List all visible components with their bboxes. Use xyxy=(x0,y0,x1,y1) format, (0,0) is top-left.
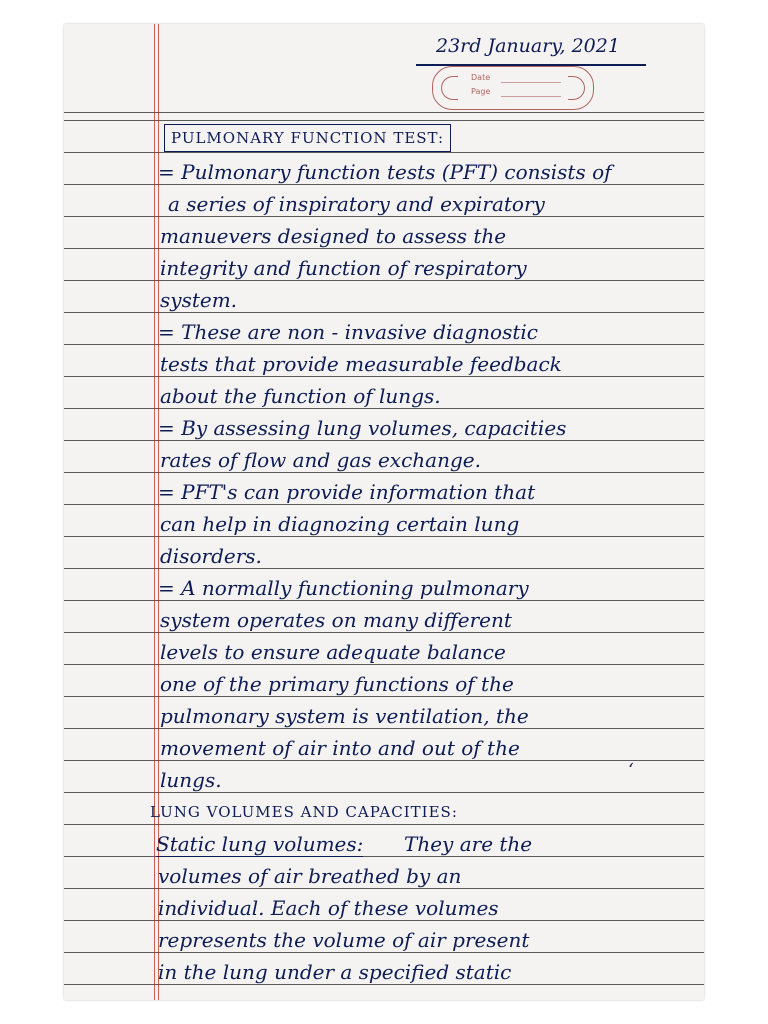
stamp-date-line xyxy=(501,82,561,83)
stamp-page-label: Page xyxy=(471,87,491,96)
ruled-line xyxy=(64,728,704,729)
note-line-21: They are the xyxy=(404,832,533,856)
note-line-15: system operates on many different xyxy=(160,608,512,632)
ruled-line xyxy=(64,472,704,473)
ruled-line xyxy=(64,632,704,633)
note-line-22: volumes of air breathed by an xyxy=(158,864,462,888)
note-line-20: lungs. xyxy=(160,768,222,792)
stamp-page-line xyxy=(501,96,561,97)
note-line-23: individual. Each of these volumes xyxy=(158,896,499,920)
date-page-stamp xyxy=(432,66,594,110)
ruled-line xyxy=(64,184,704,185)
ruled-line xyxy=(64,504,704,505)
ruled-line xyxy=(64,248,704,249)
note-line-2: a series of inspiratory and expiratory xyxy=(168,192,545,216)
ruled-line xyxy=(64,216,704,217)
note-line-8: about the function of lungs. xyxy=(160,384,441,408)
note-line-1: = Pulmonary function tests (PFT) consists of xyxy=(158,160,612,184)
ruled-line xyxy=(64,440,704,441)
ink-mark: ‘ xyxy=(628,760,634,781)
note-line-9: = By assessing lung volumes, capacities xyxy=(158,416,567,440)
ruled-line xyxy=(64,536,704,537)
ruled-line xyxy=(64,152,704,153)
stamp-right-arrow-icon xyxy=(568,76,585,100)
stamp-left-arrow-icon xyxy=(441,76,458,100)
ruled-line xyxy=(64,112,704,113)
ruled-line xyxy=(64,312,704,313)
ruled-line xyxy=(64,952,704,953)
ruled-line xyxy=(64,696,704,697)
note-line-16: levels to ensure adequate balance xyxy=(160,640,506,664)
note-line-13: disorders. xyxy=(160,544,262,568)
note-line-3: manuevers designed to assess the xyxy=(160,224,507,248)
ruled-line xyxy=(64,664,704,665)
date-text: 23rd January, 2021 xyxy=(436,35,620,57)
note-line-18: pulmonary system is ventilation, the xyxy=(160,704,529,728)
ruled-line xyxy=(64,984,704,985)
ruled-line xyxy=(64,120,704,121)
stamp-date-label: Date xyxy=(471,73,491,82)
page-heading: PULMONARY FUNCTION TEST: xyxy=(164,124,451,152)
ruled-line xyxy=(64,568,704,569)
note-line-17: one of the primary functions of the xyxy=(160,672,514,696)
note-line-7: tests that provide measurable feedback xyxy=(160,352,562,376)
note-line-12: can help in diagnozing certain lung xyxy=(160,512,520,536)
note-line-19: movement of air into and out of the xyxy=(160,736,520,760)
note-line-14: = A normally functioning pulmonary xyxy=(158,576,529,600)
ruled-line xyxy=(64,760,704,761)
section-heading: LUNG VOLUMES AND CAPACITIES: xyxy=(150,803,458,821)
static-lung-volumes-label: Static lung volumes: xyxy=(156,832,364,856)
ruled-line xyxy=(64,792,704,793)
note-line-11: = PFT's can provide information that xyxy=(158,480,536,504)
note-line-4: integrity and function of respiratory xyxy=(160,256,527,280)
ruled-line xyxy=(64,280,704,281)
ruled-line xyxy=(64,408,704,409)
ruled-line xyxy=(64,600,704,601)
note-line-24: represents the volume of air present xyxy=(158,928,530,952)
note-line-6: = These are non - invasive diagnostic xyxy=(158,320,538,344)
ruled-line xyxy=(64,888,704,889)
note-line-25: in the lung under a specified static xyxy=(158,960,512,984)
note-line-5: system. xyxy=(160,288,238,312)
ruled-line xyxy=(64,824,704,825)
ruled-line xyxy=(64,920,704,921)
notebook-page xyxy=(64,24,704,1000)
ruled-line xyxy=(64,376,704,377)
ruled-line xyxy=(64,344,704,345)
note-line-10: rates of flow and gas exchange. xyxy=(160,448,481,472)
margin-line xyxy=(154,24,155,1000)
